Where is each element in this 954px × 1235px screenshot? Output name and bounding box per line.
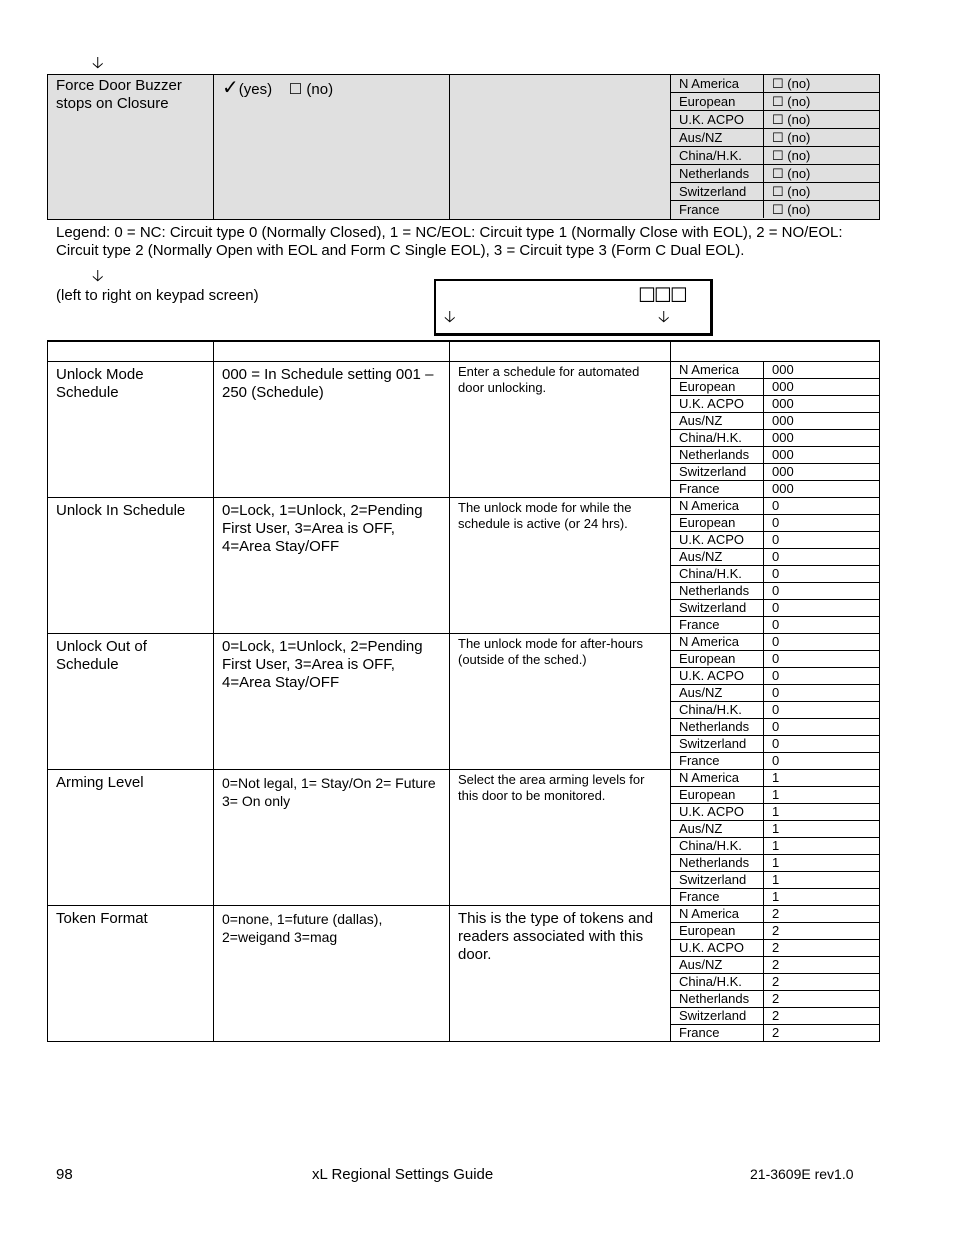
region-value: 000 [764, 430, 880, 447]
setting-name: Force Door Buzzer stops on Closure [56, 77, 182, 112]
region-value: 2 [772, 1025, 780, 1040]
region-name: N America [671, 906, 764, 923]
region-name: France [671, 481, 764, 498]
region-name: Aus/NZ [671, 685, 764, 702]
region-value: 0 [764, 515, 880, 532]
region-name: Switzerland [671, 872, 764, 889]
setting-description: The unlock mode for after-hours (outside of the sched.) [458, 636, 643, 667]
region-defaults [671, 770, 879, 905]
region-value: 1 [772, 889, 780, 904]
region-name: China/H.K. [671, 974, 764, 991]
region-name: European [671, 923, 764, 940]
region-value: 000 [764, 413, 880, 430]
setting-description: The unlock mode for while the schedule is active (or 24 hrs). [458, 500, 632, 531]
document-title: xL Regional Settings Guide [312, 1166, 494, 1183]
setting-description: Select the area arming levels for this door to be monitored. [458, 772, 645, 803]
region-name: Switzerland [671, 736, 764, 753]
setting-description: Enter a schedule for automated door unlocking. [458, 364, 640, 395]
region-name: Netherlands [671, 583, 764, 600]
region-name: Netherlands [671, 719, 764, 736]
region-name: France [671, 1025, 764, 1042]
region-value: 000 [764, 379, 880, 396]
region-name: European [671, 379, 764, 396]
description-cell [450, 75, 671, 220]
region-value: 2 [764, 991, 880, 1008]
region-name: Netherlands [671, 165, 764, 183]
region-value: 0 [764, 549, 880, 566]
checkmark-icon: ✓ [222, 77, 239, 99]
region-value: ☐ (no) [764, 183, 880, 201]
region-name: France [671, 753, 764, 770]
region-name: Aus/NZ [671, 957, 764, 974]
region-value: 0 [764, 719, 880, 736]
document-revision: 21-3609E rev1.0 [750, 1166, 854, 1182]
region-value: 000 [764, 396, 880, 413]
region-name: N America [671, 770, 764, 787]
region-name: France [671, 201, 764, 219]
setting-options: 0=Not legal, 1= Stay/On 2= Future 3= On only [222, 775, 436, 809]
down-arrow-icon: 🡣 [92, 268, 104, 285]
table-row [48, 634, 880, 770]
region-value: 1 [764, 821, 880, 838]
region-value: 2 [764, 974, 880, 991]
region-value: ☐ (no) [764, 75, 880, 93]
setting-options: 000 = In Schedule setting 001 – 250 (Schedule) [222, 366, 434, 401]
region-defaults [671, 75, 879, 218]
region-value: 0 [764, 685, 880, 702]
region-value: 2 [764, 906, 880, 923]
table-row [48, 498, 880, 634]
region-value: 000 [772, 481, 794, 496]
region-value: 0 [764, 702, 880, 719]
region-name: Switzerland [671, 1008, 764, 1025]
region-name: U.K. ACPO [671, 111, 764, 129]
yes-label: (yes) [238, 81, 273, 98]
region-name: Aus/NZ [671, 549, 764, 566]
door-settings-table [47, 340, 880, 1042]
yes-no-options [214, 75, 449, 101]
legend-text: Legend: 0 = NC: Circuit type 0 (Normally Closed), 1 = NC/EOL: Circuit type 1 (Normally Close with EOL), 2 = NO/EOL: Circuit type 2 (Normally Open with EOL and Form C Single EOL), 3 = Circuit type 3 (Form C Dual EOL). [56, 224, 843, 259]
region-name: U.K. ACPO [671, 668, 764, 685]
region-name: N America [671, 75, 764, 93]
setting-options: 0=none, 1=future (dallas), 2=weigand 3=mag [222, 911, 383, 945]
region-name: Netherlands [671, 855, 764, 872]
region-value: ☐ (no) [764, 165, 880, 183]
region-value: ☐ (no) [764, 147, 880, 165]
checkbox-icon: ☐ [288, 81, 303, 98]
setting-description: This is the type of tokens and readers associated with this door. [458, 910, 654, 963]
table-row [48, 770, 880, 906]
region-value: 000 [764, 362, 880, 379]
region-value: 0 [764, 736, 880, 753]
region-value: 1 [764, 872, 880, 889]
region-value: 1 [764, 838, 880, 855]
region-name: Aus/NZ [671, 821, 764, 838]
page-number: 98 [56, 1166, 73, 1183]
region-value: 000 [764, 464, 880, 481]
region-name: European [671, 651, 764, 668]
region-name: European [671, 787, 764, 804]
no-label: (no) [306, 81, 334, 98]
region-defaults [671, 906, 879, 1041]
setting-name: Unlock Mode Schedule [56, 366, 144, 401]
region-name: China/H.K. [671, 430, 764, 447]
keypad-screen [434, 279, 713, 336]
region-name: China/H.K. [671, 838, 764, 855]
down-arrow-icon: 🡣 [92, 55, 104, 72]
region-name: U.K. ACPO [671, 532, 764, 549]
region-value: 0 [772, 753, 780, 768]
force-buzzer-table [47, 74, 880, 220]
region-value: 2 [764, 1008, 880, 1025]
region-value: 2 [764, 940, 880, 957]
region-name: U.K. ACPO [671, 940, 764, 957]
region-name: Aus/NZ [671, 413, 764, 430]
region-name: Switzerland [671, 464, 764, 481]
region-value: ☐ (no) [772, 202, 811, 217]
region-name: Switzerland [671, 600, 764, 617]
table-row [48, 906, 880, 1042]
region-value: 2 [764, 923, 880, 940]
setting-options: 0=Lock, 1=Unlock, 2=Pending First User, 3=Area is OFF, 4=Area Stay/OFF [222, 638, 423, 691]
setting-name: Arming Level [56, 774, 144, 791]
region-value: 2 [764, 957, 880, 974]
setting-name: Unlock Out of Schedule [56, 638, 147, 673]
region-name: China/H.K. [671, 147, 764, 165]
region-value: 0 [764, 532, 880, 549]
setting-name: Unlock In Schedule [56, 502, 186, 519]
region-value: 0 [764, 600, 880, 617]
region-value: 0 [772, 617, 780, 632]
region-name: N America [671, 498, 764, 515]
region-value: 0 [764, 634, 880, 651]
region-defaults [671, 498, 879, 633]
region-name: France [671, 617, 764, 634]
region-value: ☐ (no) [764, 129, 880, 147]
down-arrow-icon: 🡣 [444, 309, 456, 326]
region-value: 1 [764, 855, 880, 872]
region-name: China/H.K. [671, 566, 764, 583]
region-defaults [671, 362, 879, 497]
region-name: N America [671, 362, 764, 379]
region-name: China/H.K. [671, 702, 764, 719]
region-value: 0 [764, 498, 880, 515]
region-value: 0 [764, 566, 880, 583]
keypad-order-note: (left to right on keypad screen) [56, 287, 259, 304]
region-name: European [671, 93, 764, 111]
region-name: Netherlands [671, 447, 764, 464]
region-value: 0 [764, 583, 880, 600]
region-value: 1 [764, 804, 880, 821]
region-name: European [671, 515, 764, 532]
setting-options: 0=Lock, 1=Unlock, 2=Pending First User, 3=Area is OFF, 4=Area Stay/OFF [222, 502, 423, 555]
region-defaults [671, 634, 879, 769]
region-name: U.K. ACPO [671, 804, 764, 821]
region-name: Switzerland [671, 183, 764, 201]
region-value: ☐ (no) [764, 93, 880, 111]
region-name: Aus/NZ [671, 129, 764, 147]
region-name: U.K. ACPO [671, 396, 764, 413]
region-value: 1 [764, 770, 880, 787]
region-name: Netherlands [671, 991, 764, 1008]
region-value: ☐ (no) [764, 111, 880, 129]
region-value: 0 [764, 651, 880, 668]
region-value: 1 [764, 787, 880, 804]
region-name: N America [671, 634, 764, 651]
keypad-boxes: ☐☐☐ [638, 285, 686, 307]
region-value: 000 [764, 447, 880, 464]
table-row [48, 362, 880, 498]
region-value: 0 [764, 668, 880, 685]
table-header-row [48, 341, 880, 362]
region-name: France [671, 889, 764, 906]
setting-name: Token Format [56, 910, 148, 927]
down-arrow-icon: 🡣 [658, 309, 670, 326]
